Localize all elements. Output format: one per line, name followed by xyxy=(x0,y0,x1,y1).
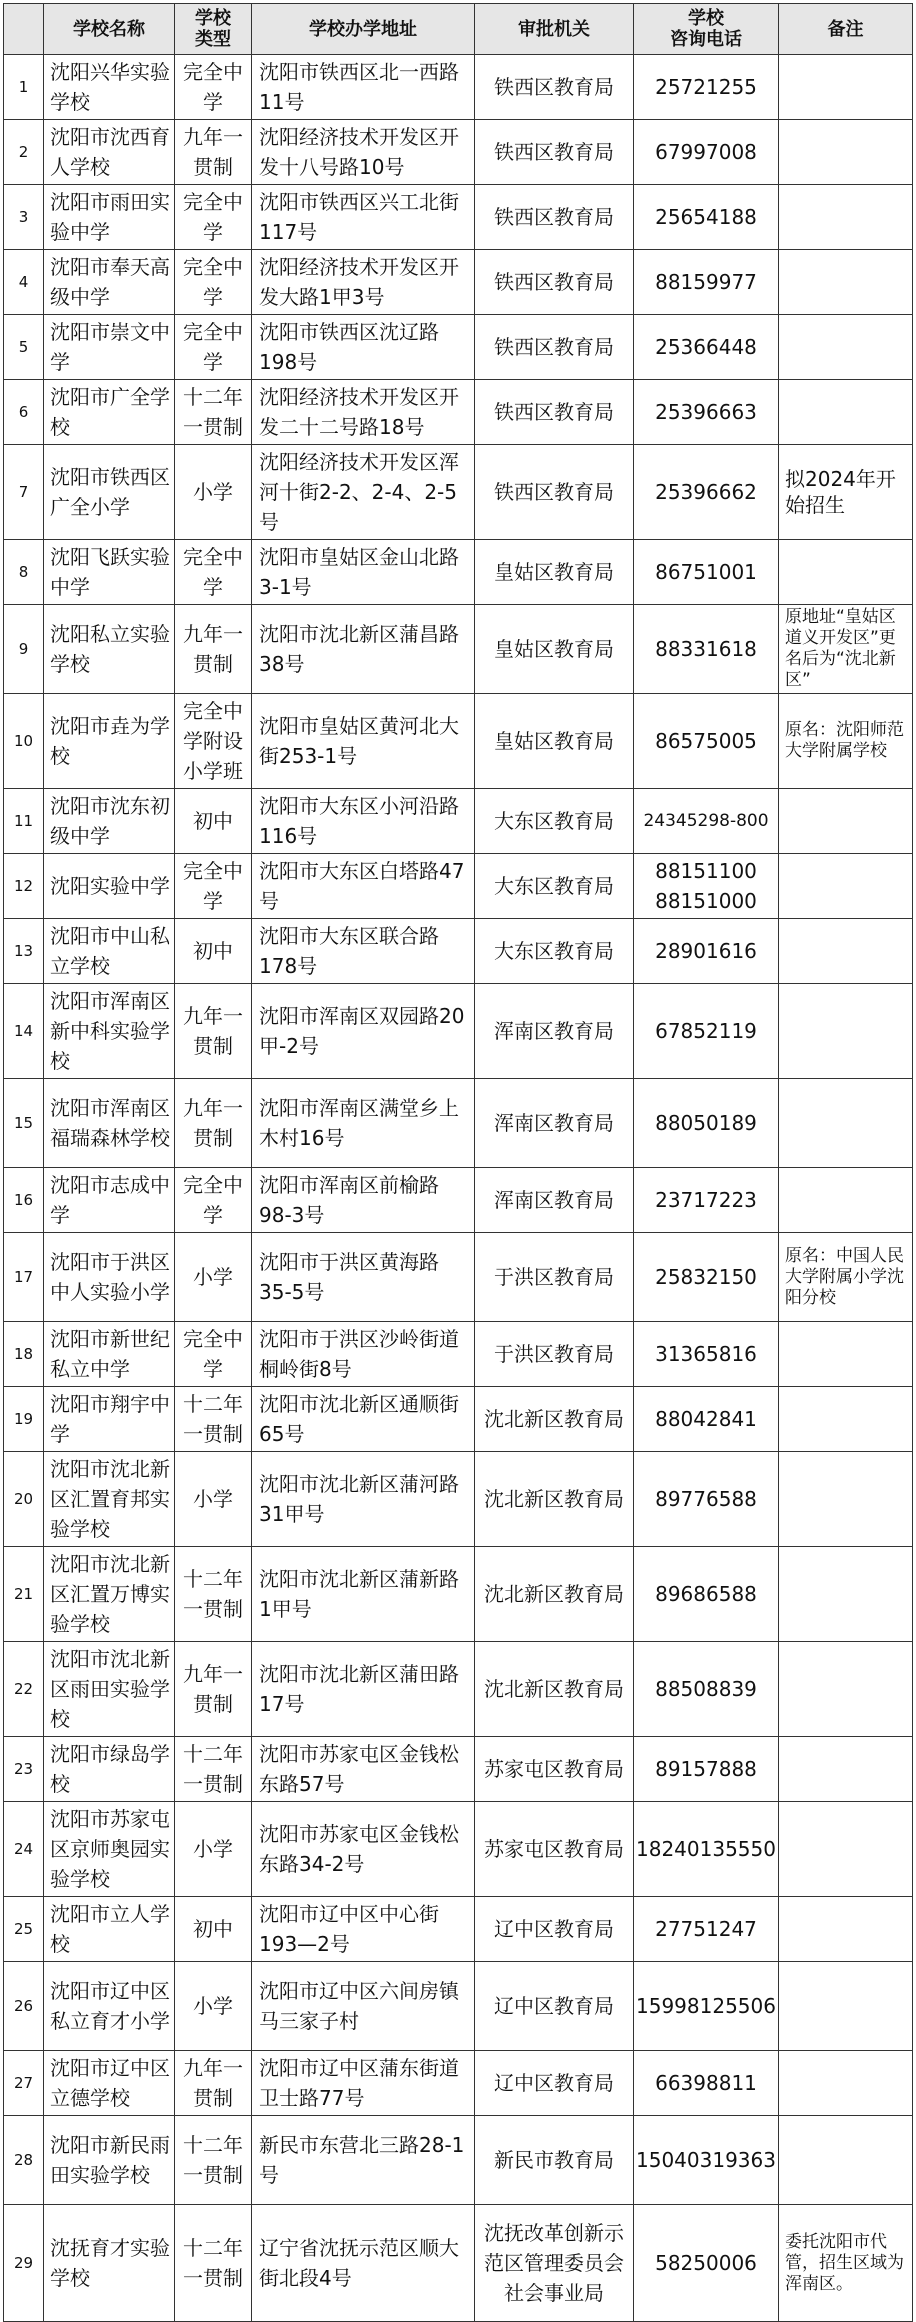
row-number: 19 xyxy=(4,1387,44,1452)
school-type: 完全中学 xyxy=(175,1168,252,1233)
school-name: 沈阳市辽中区私立育才小学 xyxy=(44,1962,175,2051)
school-type: 九年一贯制 xyxy=(175,1079,252,1168)
remark xyxy=(779,1322,913,1387)
remark xyxy=(779,984,913,1079)
table-row xyxy=(4,1387,913,1452)
header-phone-line2: 咨询电话 xyxy=(670,29,742,50)
school-name: 沈阳市垚为学校 xyxy=(44,694,175,789)
table-row xyxy=(4,1802,913,1897)
phone-cell xyxy=(634,55,779,120)
school-address: 沈阳市辽中区中心街193—2号 xyxy=(252,1897,475,1962)
school-name: 沈阳市新民雨田实验学校 xyxy=(44,2116,175,2205)
table-row xyxy=(4,1547,913,1642)
table-row xyxy=(4,1737,913,1802)
school-address: 沈阳市大东区联合路178号 xyxy=(252,919,475,984)
phone-cell xyxy=(634,605,779,694)
header-note: 备注 xyxy=(779,4,913,55)
row-number: 8 xyxy=(4,540,44,605)
phone-cell xyxy=(634,1737,779,1802)
remark xyxy=(779,1897,913,1962)
table-header xyxy=(4,4,913,55)
school-type: 十二年一贯制 xyxy=(175,380,252,445)
school-type: 完全中学 xyxy=(175,185,252,250)
phone-cell xyxy=(634,1642,779,1737)
approval-authority: 皇姑区教育局 xyxy=(475,540,634,605)
row-number: 6 xyxy=(4,380,44,445)
school-name: 沈阳市崇文中学 xyxy=(44,315,175,380)
approval-authority: 铁西区教育局 xyxy=(475,55,634,120)
phone-cell xyxy=(634,694,779,789)
table-row xyxy=(4,984,913,1079)
school-name: 沈阳市志成中学 xyxy=(44,1168,175,1233)
school-type: 九年一贯制 xyxy=(175,605,252,694)
school-type: 小学 xyxy=(175,1452,252,1547)
school-address: 新民市东营北三路28-1号 xyxy=(252,2116,475,2205)
row-number: 12 xyxy=(4,854,44,919)
remark xyxy=(779,1452,913,1547)
phone-cell xyxy=(634,540,779,605)
remark xyxy=(779,380,913,445)
school-address: 沈阳市浑南区满堂乡上木村16号 xyxy=(252,1079,475,1168)
school-type: 小学 xyxy=(175,1802,252,1897)
school-type: 十二年一贯制 xyxy=(175,1547,252,1642)
school-address: 沈阳市皇姑区金山北路3-1号 xyxy=(252,540,475,605)
remark xyxy=(779,789,913,854)
phone-cell xyxy=(634,1962,779,2051)
table-row xyxy=(4,919,913,984)
approval-authority: 辽中区教育局 xyxy=(475,1897,634,1962)
school-type: 完全中学 xyxy=(175,315,252,380)
phone-number: 27751247 xyxy=(655,1917,757,1941)
phone-cell xyxy=(634,445,779,540)
phone-number: 25396662 xyxy=(655,480,757,504)
phone-cell xyxy=(634,919,779,984)
remark xyxy=(779,185,913,250)
school-name: 沈阳市沈北新区汇置育邦实验学校 xyxy=(44,1452,175,1547)
school-name: 沈阳市浑南区福瑞森林学校 xyxy=(44,1079,175,1168)
school-type: 小学 xyxy=(175,1233,252,1322)
remark xyxy=(779,1547,913,1642)
row-number: 1 xyxy=(4,55,44,120)
school-type: 完全中学 xyxy=(175,55,252,120)
phone-cell xyxy=(634,1452,779,1547)
table-row xyxy=(4,694,913,789)
phone-number: 25654188 xyxy=(655,205,757,229)
header-school-type xyxy=(175,4,252,55)
school-name: 沈阳市于洪区中人实验小学 xyxy=(44,1233,175,1322)
school-address: 沈阳经济技术开发区浑河十街2-2、2-4、2-5号 xyxy=(252,445,475,540)
table-row xyxy=(4,250,913,315)
remark xyxy=(779,2051,913,2116)
school-address: 沈阳市铁西区北一西路11号 xyxy=(252,55,475,120)
table-row xyxy=(4,1233,913,1322)
phone-number: 66398811 xyxy=(655,2071,757,2095)
approval-authority: 大东区教育局 xyxy=(475,854,634,919)
school-name: 沈阳市浑南区新中科实验学校 xyxy=(44,984,175,1079)
row-number: 21 xyxy=(4,1547,44,1642)
phone-number: 23717223 xyxy=(655,1188,757,1212)
row-number: 13 xyxy=(4,919,44,984)
phone-cell xyxy=(634,789,779,854)
school-type: 九年一贯制 xyxy=(175,984,252,1079)
row-number: 23 xyxy=(4,1737,44,1802)
school-type: 初中 xyxy=(175,919,252,984)
row-number: 27 xyxy=(4,2051,44,2116)
table-row xyxy=(4,1897,913,1962)
school-address: 沈阳经济技术开发区开发大路1甲3号 xyxy=(252,250,475,315)
phone-cell xyxy=(634,984,779,1079)
row-number: 20 xyxy=(4,1452,44,1547)
table-row xyxy=(4,1079,913,1168)
school-type: 九年一贯制 xyxy=(175,1642,252,1737)
approval-authority: 浑南区教育局 xyxy=(475,1168,634,1233)
phone-number: 88159977 xyxy=(655,270,757,294)
header-school-type-line2: 类型 xyxy=(195,29,231,50)
phone-number: 88042841 xyxy=(655,1407,757,1431)
remark xyxy=(779,1168,913,1233)
row-number: 25 xyxy=(4,1897,44,1962)
remark xyxy=(779,1079,913,1168)
phone-number: 25832150 xyxy=(655,1265,757,1289)
table-row xyxy=(4,854,913,919)
approval-authority: 苏家屯区教育局 xyxy=(475,1737,634,1802)
school-name: 沈阳市立人学校 xyxy=(44,1897,175,1962)
approval-authority: 大东区教育局 xyxy=(475,789,634,854)
school-address: 沈阳市沈北新区通顺街65号 xyxy=(252,1387,475,1452)
school-name: 沈阳兴华实验学校 xyxy=(44,55,175,120)
row-number: 22 xyxy=(4,1642,44,1737)
phone-number: 88050189 xyxy=(655,1111,757,1135)
school-name: 沈阳市沈西育人学校 xyxy=(44,120,175,185)
remark: 原名：沈阳师范大学附属学校 xyxy=(779,694,913,789)
table-row xyxy=(4,2051,913,2116)
remark xyxy=(779,540,913,605)
phone-number: 24345298-800 xyxy=(643,811,769,831)
approval-authority: 皇姑区教育局 xyxy=(475,605,634,694)
approval-authority: 沈北新区教育局 xyxy=(475,1547,634,1642)
school-type: 初中 xyxy=(175,789,252,854)
school-name: 沈阳市辽中区立德学校 xyxy=(44,2051,175,2116)
school-address: 沈阳市苏家屯区金钱松东路57号 xyxy=(252,1737,475,1802)
row-number: 14 xyxy=(4,984,44,1079)
row-number: 2 xyxy=(4,120,44,185)
school-address: 沈阳市沈北新区蒲河路31甲号 xyxy=(252,1452,475,1547)
row-number: 3 xyxy=(4,185,44,250)
school-type: 十二年一贯制 xyxy=(175,2205,252,2322)
approval-authority: 沈抚改革创新示范区管理委员会社会事业局 xyxy=(475,2205,634,2322)
school-type: 小学 xyxy=(175,445,252,540)
phone-cell xyxy=(634,1322,779,1387)
row-number: 9 xyxy=(4,605,44,694)
approval-authority: 于洪区教育局 xyxy=(475,1233,634,1322)
table-row xyxy=(4,185,913,250)
header-school-name: 学校名称 xyxy=(44,4,175,55)
approval-authority: 苏家屯区教育局 xyxy=(475,1802,634,1897)
phone-cell xyxy=(634,1547,779,1642)
school-address: 沈阳市浑南区双园路20甲-2号 xyxy=(252,984,475,1079)
school-address: 沈阳市皇姑区黄河北大街253-1号 xyxy=(252,694,475,789)
remark xyxy=(779,854,913,919)
table-row xyxy=(4,540,913,605)
phone-number: 88151000 xyxy=(655,889,757,913)
school-name: 沈阳市中山私立学校 xyxy=(44,919,175,984)
school-name: 沈阳市沈北新区汇置万博实验学校 xyxy=(44,1547,175,1642)
school-address: 沈阳市苏家屯区金钱松东路34-2号 xyxy=(252,1802,475,1897)
school-type: 完全中学 xyxy=(175,250,252,315)
phone-number: 28901616 xyxy=(655,939,757,963)
phone-number: 86575005 xyxy=(655,729,757,753)
header-phone-line1: 学校 xyxy=(688,8,724,29)
school-type: 完全中学 xyxy=(175,854,252,919)
school-address: 沈阳市于洪区黄海路35-5号 xyxy=(252,1233,475,1322)
row-number: 10 xyxy=(4,694,44,789)
school-type: 完全中学附设小学班 xyxy=(175,694,252,789)
phone-number: 89776588 xyxy=(655,1487,757,1511)
remark xyxy=(779,1962,913,2051)
phone-cell xyxy=(634,250,779,315)
school-name: 沈阳市苏家屯区京师奥园实验学校 xyxy=(44,1802,175,1897)
phone-cell xyxy=(634,380,779,445)
remark: 委托沈阳市代管，招生区域为浑南区。 xyxy=(779,2205,913,2322)
school-address: 沈阳经济技术开发区开发二十二号路18号 xyxy=(252,380,475,445)
header-row xyxy=(4,4,913,55)
row-number: 28 xyxy=(4,2116,44,2205)
phone-number: 18240135550 xyxy=(636,1837,776,1861)
school-name: 沈阳市翔宇中学 xyxy=(44,1387,175,1452)
table-row xyxy=(4,1168,913,1233)
table-row xyxy=(4,2116,913,2205)
phone-number: 88508839 xyxy=(655,1677,757,1701)
approval-authority: 铁西区教育局 xyxy=(475,120,634,185)
row-number: 11 xyxy=(4,789,44,854)
row-number: 4 xyxy=(4,250,44,315)
row-number: 5 xyxy=(4,315,44,380)
school-address: 沈阳市铁西区沈辽路198号 xyxy=(252,315,475,380)
school-name: 沈阳市沈北新区雨田实验学校 xyxy=(44,1642,175,1737)
phone-number: 86751001 xyxy=(655,560,757,584)
table-row xyxy=(4,380,913,445)
header-school-type-line1: 学校 xyxy=(195,8,231,29)
phone-number: 67997008 xyxy=(655,140,757,164)
remark xyxy=(779,250,913,315)
school-name: 沈阳市新世纪私立中学 xyxy=(44,1322,175,1387)
phone-number: 58250006 xyxy=(655,2251,757,2275)
phone-cell xyxy=(634,1079,779,1168)
school-address: 沈阳市沈北新区蒲新路1甲号 xyxy=(252,1547,475,1642)
phone-number: 89157888 xyxy=(655,1757,757,1781)
table-row xyxy=(4,445,913,540)
approval-authority: 沈北新区教育局 xyxy=(475,1642,634,1737)
phone-number: 15998125506 xyxy=(636,1994,776,2018)
approval-authority: 皇姑区教育局 xyxy=(475,694,634,789)
phone-number: 25396663 xyxy=(655,400,757,424)
table-row xyxy=(4,55,913,120)
remark: 原名：中国人民大学附属小学沈阳分校 xyxy=(779,1233,913,1322)
phone-number: 31365816 xyxy=(655,1342,757,1366)
school-name: 沈阳市沈东初级中学 xyxy=(44,789,175,854)
phone-number: 25366448 xyxy=(655,335,757,359)
school-address: 沈阳市浑南区前榆路98-3号 xyxy=(252,1168,475,1233)
approval-authority: 浑南区教育局 xyxy=(475,984,634,1079)
school-address: 沈阳市辽中区蒲东街道卫士路77号 xyxy=(252,2051,475,2116)
remark xyxy=(779,55,913,120)
school-address: 沈阳市辽中区六间房镇马三家子村 xyxy=(252,1962,475,2051)
header-authority: 审批机关 xyxy=(475,4,634,55)
approval-authority: 辽中区教育局 xyxy=(475,2051,634,2116)
phone-number: 15040319363 xyxy=(636,2148,776,2172)
phone-cell xyxy=(634,120,779,185)
table-row xyxy=(4,315,913,380)
remark xyxy=(779,1642,913,1737)
approval-authority: 辽中区教育局 xyxy=(475,1962,634,2051)
school-name: 沈阳市绿岛学校 xyxy=(44,1737,175,1802)
row-number: 18 xyxy=(4,1322,44,1387)
header-no xyxy=(4,4,44,55)
school-type: 完全中学 xyxy=(175,540,252,605)
phone-cell xyxy=(634,854,779,919)
school-address: 沈阳市沈北新区蒲昌路38号 xyxy=(252,605,475,694)
remark xyxy=(779,919,913,984)
header-address: 学校办学地址 xyxy=(252,4,475,55)
school-type: 九年一贯制 xyxy=(175,120,252,185)
school-name: 沈阳私立实验学校 xyxy=(44,605,175,694)
school-address: 沈阳市大东区小河沿路116号 xyxy=(252,789,475,854)
phone-cell xyxy=(634,315,779,380)
school-type: 完全中学 xyxy=(175,1322,252,1387)
approval-authority: 于洪区教育局 xyxy=(475,1322,634,1387)
approval-authority: 沈北新区教育局 xyxy=(475,1452,634,1547)
phone-cell xyxy=(634,2051,779,2116)
school-name: 沈阳市铁西区广全小学 xyxy=(44,445,175,540)
row-number: 24 xyxy=(4,1802,44,1897)
approval-authority: 沈北新区教育局 xyxy=(475,1387,634,1452)
approval-authority: 铁西区教育局 xyxy=(475,185,634,250)
row-number: 17 xyxy=(4,1233,44,1322)
table-row xyxy=(4,2205,913,2322)
approval-authority: 铁西区教育局 xyxy=(475,250,634,315)
remark xyxy=(779,1802,913,1897)
school-name: 沈阳飞跃实验中学 xyxy=(44,540,175,605)
phone-cell xyxy=(634,1387,779,1452)
table-body xyxy=(4,55,913,2322)
remark xyxy=(779,315,913,380)
table-row xyxy=(4,605,913,694)
table-row xyxy=(4,1642,913,1737)
school-type: 十二年一贯制 xyxy=(175,1737,252,1802)
school-type: 十二年一贯制 xyxy=(175,2116,252,2205)
school-name: 沈阳市广全学校 xyxy=(44,380,175,445)
school-name: 沈阳实验中学 xyxy=(44,854,175,919)
school-address: 沈阳市铁西区兴工北街117号 xyxy=(252,185,475,250)
row-number: 29 xyxy=(4,2205,44,2322)
remark: 拟2024年开始招生 xyxy=(779,445,913,540)
remark: 原地址“皇姑区道义开发区”更名后为“沈北新区” xyxy=(779,605,913,694)
row-number: 7 xyxy=(4,445,44,540)
phone-cell xyxy=(634,1168,779,1233)
approval-authority: 铁西区教育局 xyxy=(475,315,634,380)
school-type: 小学 xyxy=(175,1962,252,2051)
school-address: 辽宁省沈抚示范区顺大街北段4号 xyxy=(252,2205,475,2322)
approval-authority: 大东区教育局 xyxy=(475,919,634,984)
school-address: 沈阳市大东区白塔路47号 xyxy=(252,854,475,919)
phone-number: 88151100 xyxy=(655,859,757,883)
table-row xyxy=(4,789,913,854)
phone-cell xyxy=(634,2116,779,2205)
phone-cell xyxy=(634,1802,779,1897)
school-address: 沈阳市于洪区沙岭街道桐岭街8号 xyxy=(252,1322,475,1387)
phone-cell xyxy=(634,185,779,250)
table-row xyxy=(4,1322,913,1387)
row-number: 26 xyxy=(4,1962,44,2051)
approval-authority: 新民市教育局 xyxy=(475,2116,634,2205)
approval-authority: 铁西区教育局 xyxy=(475,445,634,540)
school-type: 初中 xyxy=(175,1897,252,1962)
header-phone xyxy=(634,4,779,55)
school-address: 沈阳经济技术开发区开发十八号路10号 xyxy=(252,120,475,185)
school-name: 沈抚育才实验学校 xyxy=(44,2205,175,2322)
table-row xyxy=(4,1962,913,2051)
remark xyxy=(779,1387,913,1452)
school-name: 沈阳市奉天高级中学 xyxy=(44,250,175,315)
remark xyxy=(779,1737,913,1802)
phone-number: 89686588 xyxy=(655,1582,757,1606)
row-number: 16 xyxy=(4,1168,44,1233)
phone-number: 25721255 xyxy=(655,75,757,99)
phone-cell xyxy=(634,1897,779,1962)
phone-cell xyxy=(634,2205,779,2322)
approval-authority: 浑南区教育局 xyxy=(475,1079,634,1168)
phone-cell xyxy=(634,1233,779,1322)
school-address: 沈阳市沈北新区蒲田路17号 xyxy=(252,1642,475,1737)
remark xyxy=(779,2116,913,2205)
phone-number: 88331618 xyxy=(655,637,757,661)
school-type: 十二年一贯制 xyxy=(175,1387,252,1452)
row-number: 15 xyxy=(4,1079,44,1168)
remark xyxy=(779,120,913,185)
approval-authority: 铁西区教育局 xyxy=(475,380,634,445)
phone-number: 67852119 xyxy=(655,1019,757,1043)
private-school-table xyxy=(3,3,913,2322)
school-name: 沈阳市雨田实验中学 xyxy=(44,185,175,250)
table-row xyxy=(4,120,913,185)
school-type: 九年一贯制 xyxy=(175,2051,252,2116)
table-row xyxy=(4,1452,913,1547)
